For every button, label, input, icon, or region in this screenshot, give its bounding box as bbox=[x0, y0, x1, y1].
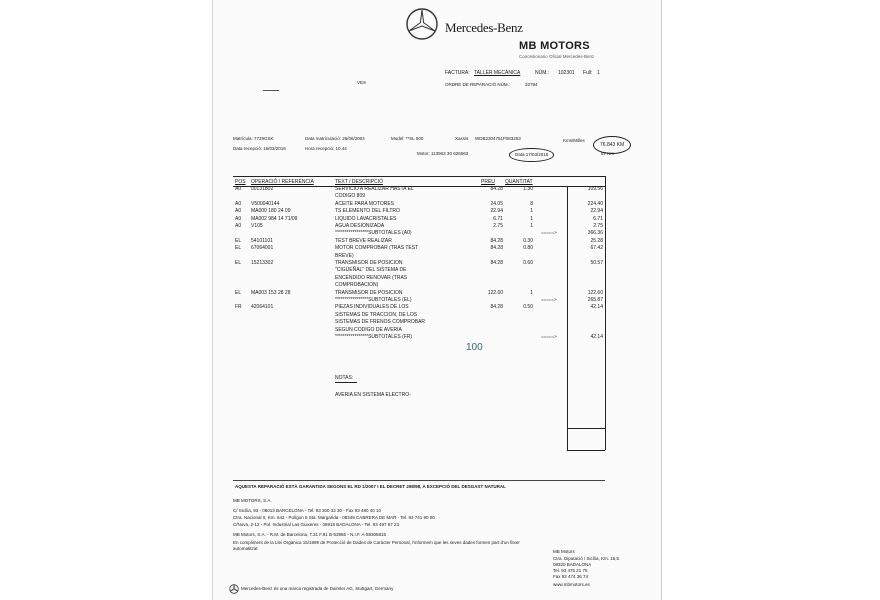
num-label: NÚM.: bbox=[535, 70, 550, 76]
km-short: 67 Km bbox=[601, 151, 615, 156]
header-pos: POS bbox=[235, 179, 246, 185]
footer-bottom-note: Mercedes-Benz és una marca registrada de Daimler AG, Stuttgart, Germany bbox=[241, 586, 394, 591]
side-city: 08320 BADALONA bbox=[553, 562, 592, 567]
row-qty: 1.30 bbox=[523, 186, 533, 192]
row-preu: 2.75 bbox=[493, 223, 503, 229]
ordre-label: ORDRE DE REPARACIÓ NÚM.: bbox=[445, 82, 511, 87]
row-desc: *****************SUBTOTALES (EL) bbox=[335, 297, 412, 303]
total-column-right bbox=[605, 176, 606, 450]
side-tel: Tel. 93 475 21 75 bbox=[553, 568, 588, 573]
row-total: 366.36 bbox=[587, 230, 603, 237]
row-desc: SEGUN CODIGO DE AVERIA bbox=[335, 326, 402, 333]
row-pos: A0 bbox=[235, 223, 242, 229]
row-preu: 24.05 bbox=[490, 200, 503, 207]
row-total: 50.57 bbox=[590, 260, 603, 266]
full-value: 1 bbox=[597, 70, 600, 76]
ordre-value: 32794 bbox=[525, 82, 538, 87]
motor: Motor: 113963 30 626663 bbox=[417, 151, 469, 156]
row-ref: V500040144 bbox=[251, 200, 280, 207]
row-qty: 0.30 bbox=[523, 237, 533, 244]
model: Model: **SL 500 bbox=[391, 136, 424, 141]
dealer-name: MB MOTORS bbox=[519, 40, 590, 52]
total-box-bottom bbox=[567, 450, 605, 451]
data-matriculacio: Data matriculació: 26/06/2004 bbox=[305, 136, 365, 141]
row-desc: SERVICIO A REALIZAR HASTA EL bbox=[335, 186, 414, 192]
kms-label: Kms/Milles bbox=[563, 138, 585, 143]
row-desc: MOTOR COMPROBAR (TRAS TEST bbox=[335, 245, 419, 252]
dealer-subtitle: Concesionario Oficial Mercedes-Benz bbox=[519, 54, 595, 59]
row-qty: 1 bbox=[530, 289, 533, 296]
total-box-line bbox=[567, 428, 605, 429]
row-pos: EL bbox=[235, 245, 242, 252]
row-pos: A0 bbox=[235, 215, 242, 222]
row-pos: A0 bbox=[235, 200, 242, 207]
data-recepcio: Data recepció: 16/03/2016 bbox=[233, 146, 286, 151]
row-qty: 1 bbox=[530, 215, 533, 222]
row-desc: *****************SUBTOTALES (A0) bbox=[335, 230, 412, 237]
row-total: 22.94 bbox=[590, 208, 603, 215]
row-preu: 84.28 bbox=[490, 304, 503, 311]
subtotal-arrow: =====> bbox=[541, 230, 557, 236]
row-total: 67.42 bbox=[590, 245, 603, 252]
xassis-label: Xassis: bbox=[455, 136, 470, 141]
factura-label: FACTURA: bbox=[445, 70, 470, 76]
row-pos: FR bbox=[235, 304, 242, 311]
num-value: 102301 bbox=[558, 70, 575, 76]
row-qty: 8 bbox=[530, 200, 533, 207]
row-ref: MA003 153 28 28 bbox=[251, 289, 291, 296]
factura-type: TALLER MECÁNICA bbox=[474, 70, 521, 76]
row-total: 42.14 bbox=[590, 334, 603, 340]
row-qty: 1 bbox=[530, 223, 533, 229]
table-header-line bbox=[233, 186, 605, 187]
row-total: 42.14 bbox=[590, 304, 603, 311]
row-desc: AGUA DESIONIZADA bbox=[335, 223, 385, 229]
row-ref: 42064101 bbox=[251, 304, 274, 311]
row-desc: TS ELEMENTO DEL FILTRO bbox=[335, 208, 400, 215]
row-desc: TEST BREVE REALIZAR bbox=[335, 237, 392, 244]
row-desc: ENCENDIDO RENOVAR (TRAS bbox=[335, 274, 408, 281]
notas-text: AVERIA EN SISTEMA ELECTRO- bbox=[335, 392, 411, 398]
footer-legal-text: En compliment de la Llei Orgànica 15/1999 de Protecció de Dades de Caràcter Personal, l'informem que les seves dades formen part d'un fitxer automatitzat bbox=[233, 540, 520, 551]
row-total: 25.28 bbox=[590, 237, 603, 244]
row-ref: MA002 984 14 71/09 bbox=[251, 215, 298, 222]
row-desc: TRANSMISOR DE POSICION bbox=[335, 260, 403, 266]
header-preu: PREU bbox=[481, 179, 495, 185]
row-preu: 122.60 bbox=[487, 289, 503, 296]
row-pos: EL bbox=[235, 260, 242, 266]
subtotal-arrow: =====> bbox=[541, 334, 557, 339]
row-desc: BREVE) bbox=[335, 252, 354, 259]
row-ref: MA000 180 24 09 bbox=[251, 208, 291, 215]
row-total: 6.71 bbox=[593, 215, 603, 222]
mercedes-small-icon bbox=[229, 584, 239, 594]
row-total: 109.56 bbox=[587, 186, 603, 192]
total-column-left bbox=[567, 186, 568, 450]
footer-company: MB MOTORS, S.A. bbox=[233, 498, 272, 503]
row-pos: EL bbox=[235, 289, 242, 296]
row-preu: 84.28 bbox=[490, 186, 503, 192]
row-preu: 84.28 bbox=[490, 260, 503, 266]
side-title: MB Motors bbox=[553, 549, 575, 554]
row-pos: A0 bbox=[235, 208, 242, 215]
footer-address-1: C/ Sicília, 93 - 08013 BARCELONA - Tel. 93 300 32 30 - Fax 93 480 40 10 bbox=[233, 508, 382, 513]
row-desc: SISTEMAS DE FRENOS COMPROBAR bbox=[335, 319, 426, 326]
row-qty: 0.60 bbox=[523, 260, 533, 266]
notas-underline bbox=[335, 382, 357, 383]
overlay-number: 100 bbox=[466, 342, 483, 353]
row-desc: ACEITE PARA MOTORES bbox=[335, 200, 394, 207]
mercedes-star-icon bbox=[405, 7, 439, 41]
row-ref: 00131802 bbox=[251, 186, 274, 192]
footer-legal-company: MB Motors, S.A. - R.M. de Barcelona, T.31 F.91 B-53955 - N.I.F. A-58305815 bbox=[233, 532, 386, 537]
row-desc: COMPROBACION) bbox=[335, 282, 379, 289]
row-total: 265.87 bbox=[587, 297, 603, 303]
ves-label: VES bbox=[357, 80, 367, 85]
row-desc: TRANSMISOR DE POSICION bbox=[335, 289, 403, 296]
header-operacio: OPERACIÓ / REFERÈNCIA bbox=[251, 179, 314, 185]
side-fax: Fax 93 474 36 74 bbox=[553, 574, 589, 579]
footer-notice: AQUESTA REPARACIÓ ESTÀ GARANTIDA SEGONS EL RD 1/2007 I EL DECRET 298/98, A EXCEPCIÓ DEL DESGAST NATURAL bbox=[235, 484, 506, 489]
row-ref: 54101101 bbox=[251, 237, 273, 244]
invoice-page bbox=[212, 0, 662, 600]
row-desc: LIQUIDO LAVACRISTALES bbox=[335, 215, 397, 222]
row-desc: PIEZAS INDIVIDUALES DE LOS bbox=[335, 304, 409, 311]
subtotal-arrow: =====> bbox=[541, 297, 557, 302]
row-pos: A0 bbox=[235, 186, 242, 192]
table-top-line bbox=[233, 176, 605, 177]
footer-address-2: Ctra. Nacional II, Km. 642 - Polígon 5 Sta. Margarida - 08349 CABRERA DE MAR - Tel. 93 741 90 00 bbox=[233, 515, 435, 520]
row-total: 122.60 bbox=[587, 289, 603, 296]
data-value: Data 17/03/2016 bbox=[509, 148, 554, 162]
row-desc: "CIGÜEÑAL" DEL SISTEMA DE bbox=[335, 267, 407, 274]
scan-mark bbox=[263, 90, 279, 91]
row-ref: 67064001 bbox=[251, 245, 274, 252]
footer-divider bbox=[233, 480, 605, 481]
brand-name: Mercedes-Benz bbox=[445, 20, 523, 35]
row-pos: EL bbox=[235, 237, 242, 244]
row-ref: V105 bbox=[251, 223, 263, 229]
hora-recepcio: Hora recepció: 10.44 bbox=[305, 146, 347, 151]
notas-label: NOTAS: bbox=[335, 375, 354, 381]
matricula: Matrícula: 7729GSK bbox=[233, 136, 274, 141]
row-total: 2.75 bbox=[593, 223, 603, 229]
xassis-value: WDB2304751F083253 bbox=[475, 136, 521, 141]
row-qty: 1 bbox=[530, 208, 533, 215]
row-preu: 84.28 bbox=[490, 245, 503, 252]
row-preu: 22.94 bbox=[490, 208, 503, 215]
row-qty: 0.80 bbox=[523, 245, 533, 252]
row-total: 224.40 bbox=[587, 200, 603, 207]
row-desc: CODIGO 809 bbox=[335, 193, 366, 200]
row-desc: SISTEMAS DE TRACCION, DE LOS bbox=[335, 311, 418, 318]
full-label: Full: bbox=[583, 70, 593, 76]
header-quantitat: QUANTITAT bbox=[505, 179, 533, 185]
header-descripcio: TEXT / DESCRIPCIÓ bbox=[335, 179, 383, 185]
row-desc: *****************SUBTOTALES (FR) bbox=[335, 334, 413, 340]
footer-address-3: C/Nova, 2-12 - Pol. Industrial Las Guixeres - 08918 BADALONA - Tel. 93 497 67 23 bbox=[233, 522, 400, 527]
row-qty: 0.50 bbox=[523, 304, 533, 311]
kms-value: 76.843 KM bbox=[593, 136, 631, 154]
row-ref: 15213302 bbox=[251, 260, 274, 266]
row-preu: 84.28 bbox=[490, 237, 503, 244]
side-web: www.mbmotors.es bbox=[553, 582, 590, 587]
side-address: Ctra. Diputació / Sicília, Km. 15,5 bbox=[553, 556, 620, 561]
row-preu: 6.71 bbox=[493, 215, 503, 222]
